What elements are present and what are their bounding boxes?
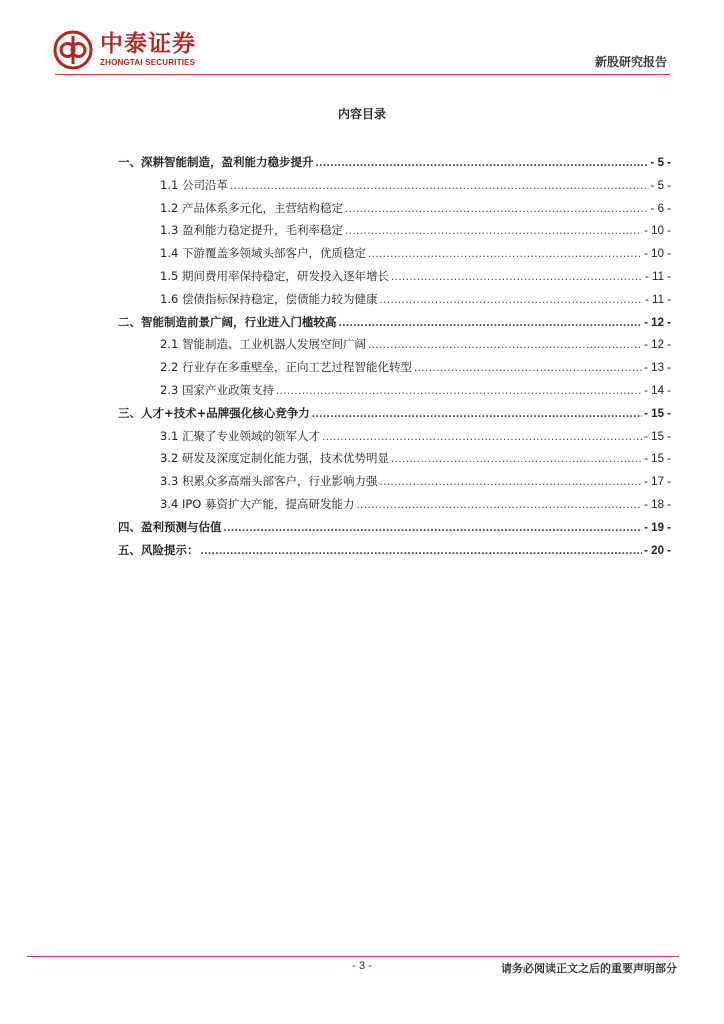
toc-entry-page: - 17 - [644, 476, 671, 489]
toc-entry-page: - 10 - [644, 225, 671, 238]
toc-entry-page: - 5 - [650, 157, 671, 169]
toc-entry-title: 1.3 盈利能力稳定提升，毛利率稳定 [160, 223, 343, 238]
toc-entry-title: 2.2 行业存在多重壁垒，正向工艺过程智能化转型 [160, 360, 412, 375]
toc-entry-page: - 19 - [644, 521, 671, 534]
toc-section-entry[interactable] [118, 174, 671, 197]
toc-dot-leader [345, 198, 649, 221]
toc-entry-title: 二、智能制造前景广阔，行业进入门槛较高 [118, 314, 337, 329]
toc-entry-page: - 12 - [644, 339, 671, 352]
toc-entry-title: 1.5 期间费用率保持稳定，研发投入逐年增长 [160, 268, 389, 283]
toc-section-entry[interactable] [118, 242, 671, 265]
brand-name-en: ZHONGTAI SECURITIES [100, 58, 196, 67]
toc-entry-page: - 15 - [644, 453, 671, 466]
toc-entry-title: 3.3 积累众多高端头部客户，行业影响力强 [160, 474, 378, 489]
toc-entry-title: 2.1 智能制造、工业机器人发展空间广阔 [160, 337, 366, 352]
toc-chapter-entry[interactable] [118, 311, 671, 334]
toc-title: 内容目录 [337, 107, 386, 121]
toc-entry-page: - 10 - [644, 248, 671, 261]
toc-dot-leader [276, 380, 642, 403]
toc-dot-leader [414, 357, 642, 380]
toc-section-entry[interactable] [118, 470, 671, 493]
header-divider [55, 74, 670, 75]
toc-dot-leader [391, 448, 642, 471]
toc-section-entry[interactable] [118, 493, 671, 516]
toc-chapter-entry[interactable] [118, 402, 671, 425]
toc-section-entry[interactable] [118, 379, 671, 402]
toc-section-entry[interactable] [118, 219, 671, 242]
toc-section-entry[interactable] [118, 197, 671, 220]
toc-entry-title: 三、人才+技术+品牌强化核心竞争力 [118, 405, 310, 420]
toc-dot-leader [379, 471, 642, 494]
toc-entry-title: 五、风险提示： [118, 542, 199, 557]
toc-chapter-entry[interactable] [118, 151, 671, 174]
page-header [0, 0, 724, 110]
toc-dot-leader [312, 403, 642, 426]
toc-section-entry[interactable] [118, 425, 671, 448]
toc-entry-title: 1.4 下游覆盖多领域头部客户，优质稳定 [160, 246, 366, 261]
toc-entry-title: 3.2 研发及深度定制化能力强，技术优势明显 [160, 451, 389, 466]
toc-entry-page: - 6 - [650, 202, 671, 215]
toc-entry-page: - 12 - [644, 316, 671, 329]
toc-dot-leader [368, 243, 642, 266]
toc-section-entry[interactable] [118, 447, 671, 470]
toc-section-entry[interactable] [118, 288, 671, 311]
toc-section-entry[interactable] [118, 356, 671, 379]
toc-entry-page: - 14 - [644, 384, 671, 397]
toc-dot-leader [316, 152, 649, 175]
toc-dot-leader [356, 494, 642, 517]
toc-entry-title: 四、盈利预测与估值 [118, 519, 222, 534]
toc-dot-leader [345, 220, 642, 243]
toc-chapter-entry[interactable] [118, 516, 671, 539]
footer-disclaimer: 请务必阅读正文之后的重要声明部分 [501, 962, 677, 975]
toc-section-entry[interactable] [118, 265, 671, 288]
toc-section-entry[interactable] [118, 333, 671, 356]
table-of-contents [118, 151, 671, 561]
toc-dot-leader [201, 540, 643, 563]
toc-entry-page: - 11 - [645, 270, 671, 283]
toc-entry-title: 3.4 IPO 募资扩大产能，提高研发能力 [160, 496, 355, 511]
toc-entry-page: - 15 - [644, 430, 671, 443]
toc-chapter-entry[interactable] [118, 539, 671, 562]
toc-dot-leader [368, 334, 642, 357]
toc-entry-page: - 5 - [650, 179, 671, 192]
toc-entry-title: 3.1 汇聚了专业领域的领军人才 [160, 428, 320, 443]
toc-entry-title: 1.6 偿债指标保持稳定，偿债能力较为健康 [160, 291, 378, 306]
toc-dot-leader [322, 426, 642, 449]
toc-entry-page: - 15 - [644, 407, 671, 420]
toc-entry-title: 2.3 国家产业政策支持 [160, 382, 274, 397]
toc-entry-page: - 11 - [645, 293, 671, 306]
toc-entry-page: - 13 - [644, 362, 671, 375]
toc-entry-title: 1.2 产品体系多元化，主营结构稳定 [160, 200, 343, 215]
toc-entry-title: 1.1 公司沿革 [160, 177, 228, 192]
toc-dot-leader [339, 312, 643, 335]
toc-dot-leader [391, 266, 643, 289]
toc-entry-page: - 18 - [644, 498, 671, 511]
document-type: 新股研究报告 [594, 55, 667, 69]
page-number: - 3 - [352, 960, 372, 972]
footer-divider [27, 956, 679, 957]
zhongtai-logo-icon [53, 30, 93, 70]
toc-dot-leader [224, 517, 643, 540]
toc-dot-leader [230, 175, 649, 198]
toc-entry-title: 一、深耕智能制造，盈利能力稳步提升 [118, 155, 314, 169]
toc-entry-page: - 20 - [644, 544, 671, 557]
brand-name-cn: 中泰证券 [100, 31, 196, 57]
toc-dot-leader [379, 289, 643, 312]
